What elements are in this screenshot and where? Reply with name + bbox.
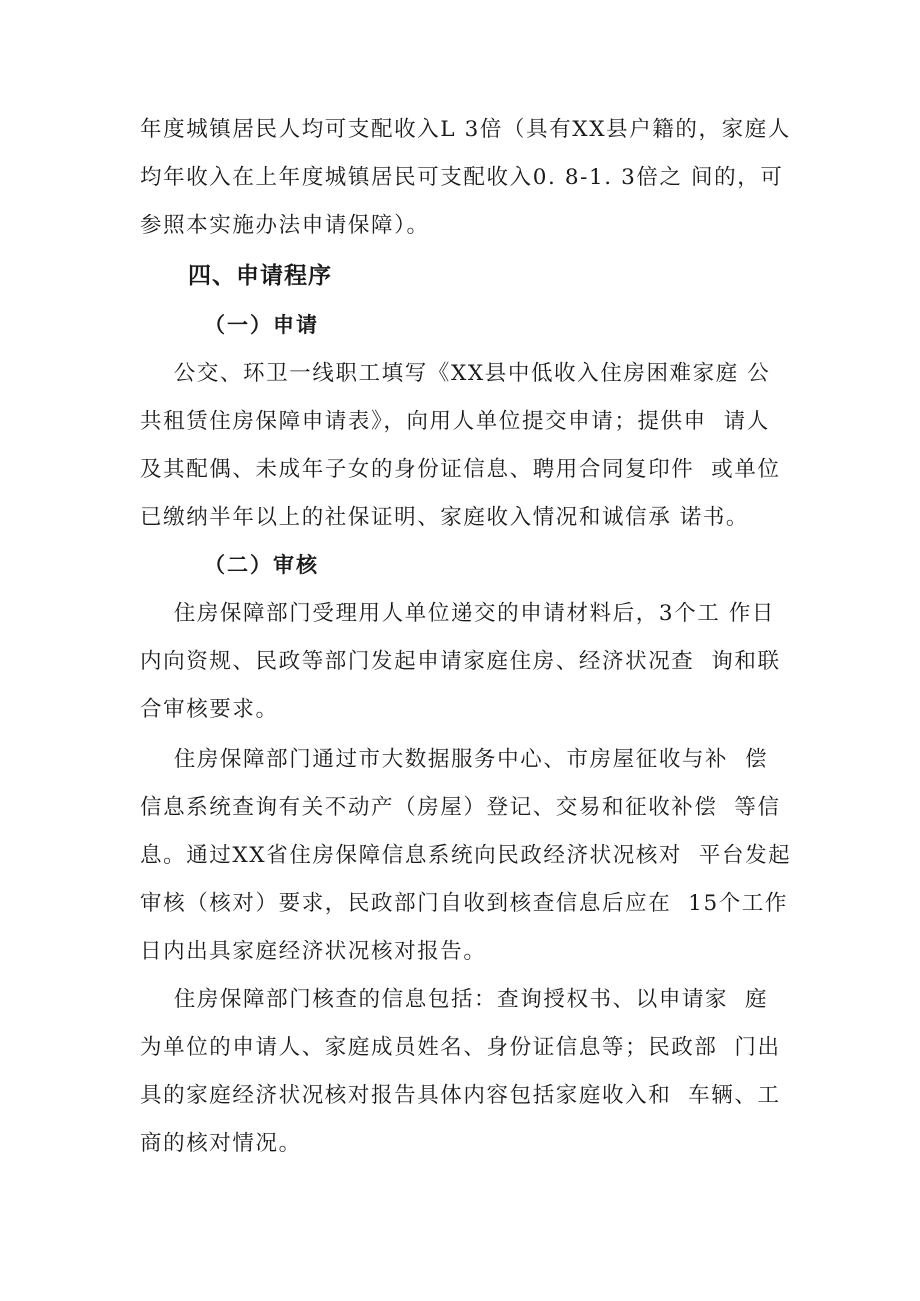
paragraph-income-criteria [140,106,791,250]
text-line: 年度城镇居民人均可支配收入L 3倍（具有XX县户籍的，家庭人 [140,117,791,142]
text-line: 商的核对情况。 [140,1131,302,1156]
subheading-application: （一）申请 [204,312,319,337]
text-line: 住房保障部门核查的信息包括：查询授权书、以申请家 庭 [140,987,769,1012]
text-line: 住房保障部门通过市大数据服务中心、市房屋征收与补 偿 [140,747,769,772]
text-line: 住房保障部门受理用人单位递交的申请材料后，3个工 作日 [140,601,775,626]
text-line: 内向资规、民政等部门发起申请家庭住房、经济状况查 询和联 [140,649,781,674]
text-line: 均年收入在上年度城镇居民可支配收入0. 8-1. 3倍之 间的，可 [140,165,784,190]
text-line: 已缴纳半年以上的社保证明、家庭收入情况和诚信承 诺书。 [140,505,750,530]
paragraph-application [140,350,788,542]
text-line: 合审核要求。 [140,697,279,722]
text-line: 参照本实施办法申请保障）。 [140,213,430,238]
text-line: 为单位的申请人、家庭成员姓名、身份证信息等；民政部 门出 [140,1035,781,1060]
section-heading-application-procedure: 四、申请程序 [188,263,332,289]
text-line: 审核（核对）要求，民政部门自收到核查信息后应在 15个工作 [140,891,789,916]
text-line: 日内出具家庭经济状况核对报告。 [140,939,487,964]
text-line: 具的家庭经济状况核对报告具体内容包括家庭收入和 车辆、工 [140,1083,781,1108]
text-line: 信息系统查询有关不动产（房屋）登记、交易和征收补偿 等信 [140,795,781,820]
text-line: 息。通过XX省住房保障信息系统向民政经济状况核对 平台发起 [140,843,792,868]
paragraph-property-check [140,736,792,976]
paragraph-review-intake [140,590,788,734]
paragraph-verification-content [140,976,788,1168]
text-line: 及其配偶、未成年子女的身份证信息、聘用合同复印件 或单位 [140,457,781,482]
text-line: 公交、环卫一线职工填写《XX县中低收入住房困难家庭 公 [140,361,771,386]
subheading-review: （二）审核 [204,552,319,577]
text-line: 共租赁住房保障申请表》，向用人单位提交申请；提供申 请人 [140,409,770,434]
